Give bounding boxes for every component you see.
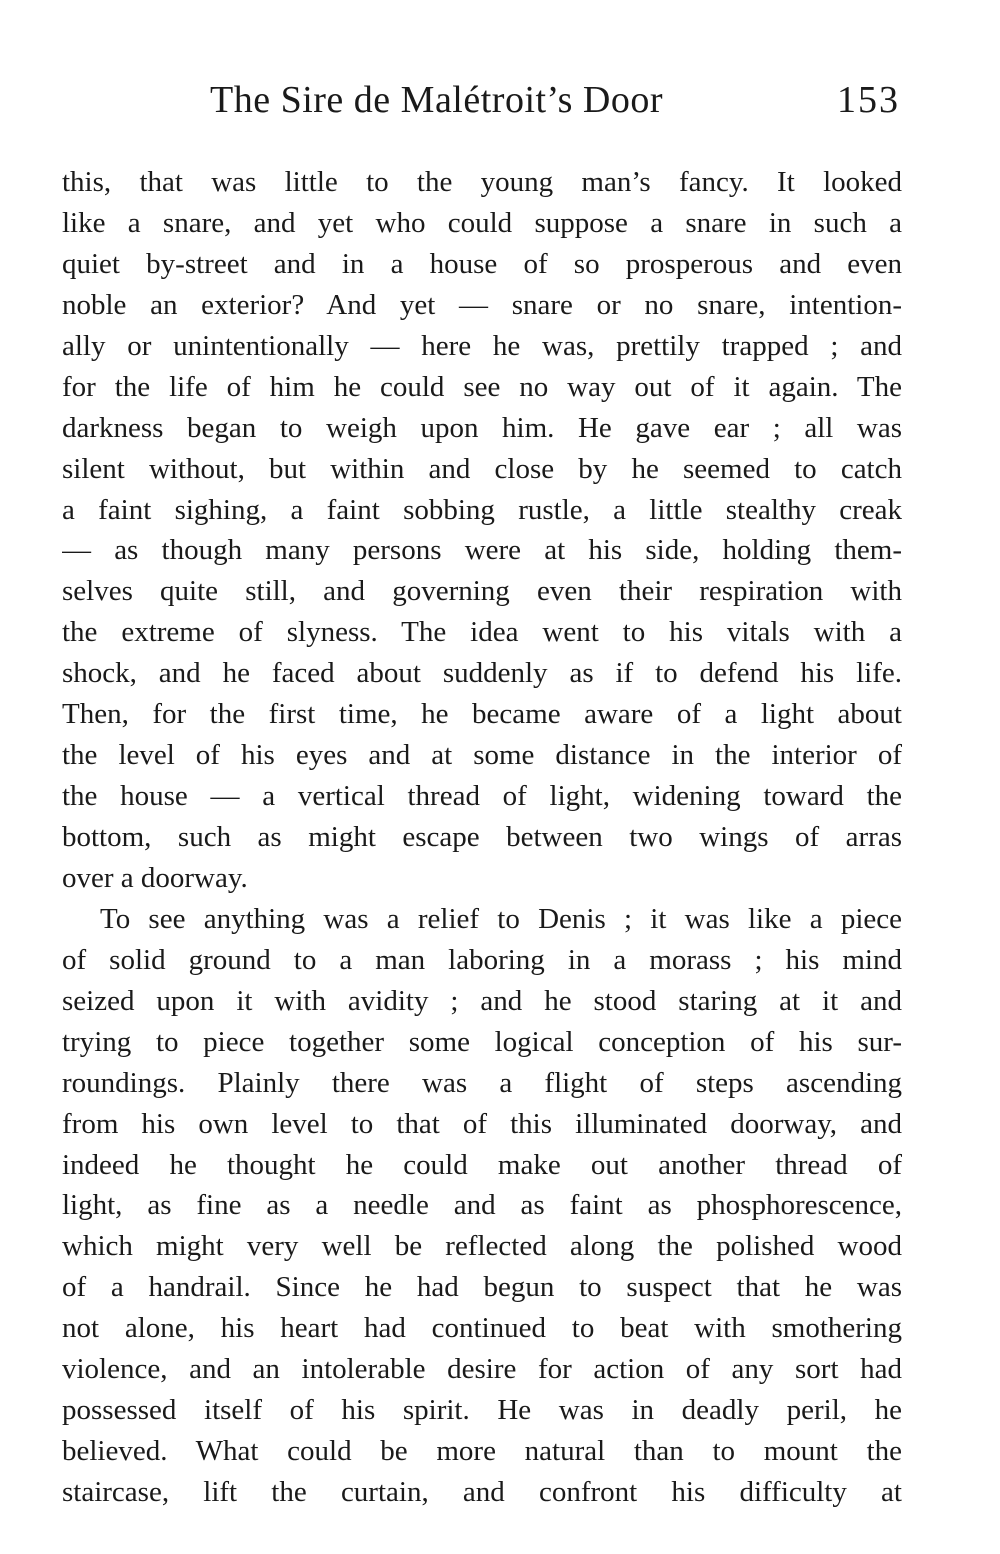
text-line: like a snare, and yet who could suppose a snare in such a (62, 206, 902, 239)
text-line: from his own level to that of this illuminated doorway, and (62, 1107, 902, 1140)
text-line: the house — a vertical thread of light, widening toward the (62, 780, 902, 813)
text-line: indeed he thought he could make out another thread of (62, 1148, 902, 1181)
text-line: — as though many persons were at his side, holding them- (62, 534, 902, 567)
text-line: a faint sighing, a faint sobbing rustle, a little stealthy creak (62, 493, 902, 526)
text-line: not alone, his heart had continued to beat with smothering (62, 1312, 902, 1345)
text-line: darkness began to weigh upon him. He gave ear ; all was (62, 411, 902, 444)
text-line: of a handrail. Since he had begun to suspect that he was (62, 1271, 902, 1304)
text-line: staircase, lift the curtain, and confront his difficulty at (62, 1476, 902, 1508)
text-line: ally or unintentionally — here he was, prettily trapped ; and (62, 329, 902, 362)
text-line: light, as fine as a needle and as faint as phosphorescence, (62, 1189, 902, 1222)
text-line: this, that was little to the young man’s fancy. It looked (62, 166, 902, 198)
text-line: the level of his eyes and at some distance in the interior of (62, 739, 902, 772)
running-title: The Sire de Malétroit’s Door (210, 79, 664, 121)
text-line: which might very well be reflected along the polished wood (62, 1230, 902, 1263)
text-line: roundings. Plainly there was a flight of steps ascending (62, 1066, 902, 1099)
text-line: Then, for the first time, he became aware of a light about (62, 698, 902, 731)
text-line: trying to piece together some logical conception of his sur- (62, 1025, 902, 1058)
text-line: of solid ground to a man laboring in a morass ; his mind (62, 943, 902, 976)
text-line: believed. What could be more natural than to mount the (62, 1435, 902, 1468)
text-line: the extreme of slyness. The idea went to his vitals with a (62, 616, 902, 649)
page-number: 153 (837, 79, 900, 121)
text-line: seized upon it with avidity ; and he stood staring at it and (62, 984, 902, 1017)
text-line: To see anything was a relief to Denis ; it was like a piece (100, 902, 902, 935)
paragraph-2 (62, 899, 902, 1513)
body-text (62, 162, 902, 1513)
text-line: bottom, such as might escape between two wings of arras (62, 821, 902, 853)
text-line: for the life of him he could see no way out of it again. The (62, 370, 902, 403)
page-header (210, 78, 900, 128)
text-line: silent without, but within and close by he seemed to catch (62, 452, 902, 485)
text-line: violence, and an intolerable desire for action of any sort had (62, 1353, 902, 1386)
text-line: noble an exterior? And yet — snare or no snare, intention- (62, 288, 902, 321)
text-line: selves quite still, and governing even their respiration with (62, 575, 902, 608)
text-line: shock, and he faced about suddenly as if to defend his life. (62, 657, 902, 690)
paragraph-1 (62, 162, 902, 899)
text-line: possessed itself of his spirit. He was in deadly peril, he (62, 1394, 902, 1427)
text-line: quiet by-street and in a house of so prosperous and even (62, 247, 902, 280)
text-line: over a doorway. (62, 861, 248, 894)
